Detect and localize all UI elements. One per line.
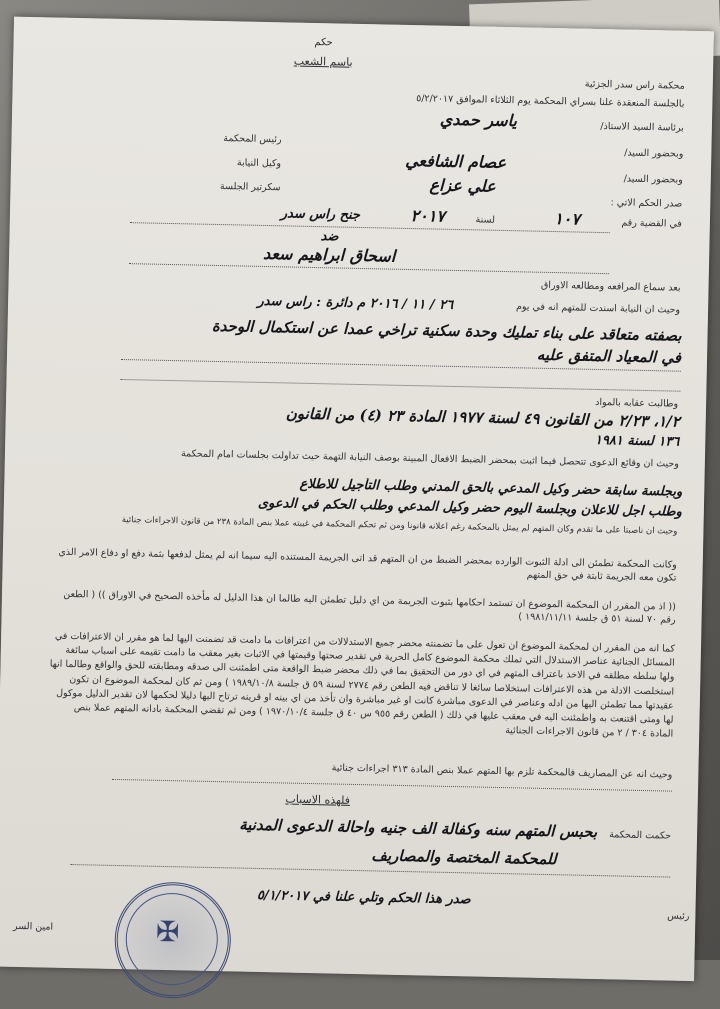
charge-date: ٢٦ / ١١ / ٢٠١٦ م دائرة : راس سدر: [257, 293, 454, 313]
prosecutor-role: وكيل النيابة: [236, 157, 282, 170]
heading-top: حكم: [314, 36, 333, 49]
case-year: ٢٠١٧: [410, 206, 446, 226]
court-name: محكمة راس سدر الجزئية: [584, 78, 685, 92]
charge-intro: وحيث ان النيابة اسندت للمتهم انه في يوم: [515, 301, 681, 316]
defendant-name: اسحاق ابراهيم سعد: [262, 243, 396, 266]
clerk-role: سكرتير الجلسة: [219, 181, 281, 194]
case-label: في القضية رقم: [621, 217, 682, 230]
prosecutor-label: وبحضور السيد/: [624, 147, 684, 160]
presiding-label: برئاسة السيد الاستاذ/: [600, 120, 685, 134]
reasons-heading: فلهذه الاسباب: [285, 792, 351, 807]
ruling-handwritten-line-1: بحبس المتهم سنه وكفالة الف جنيه واحالة الدعوى المدنية: [239, 815, 598, 842]
charge-text-line-2: في المعياد المتفق عليه: [536, 345, 682, 367]
verdict-issued: صدر الحكم الاتي :: [610, 197, 683, 210]
against-label: ضد: [320, 229, 339, 245]
case-type: جنح راس سدر: [280, 206, 361, 223]
presiding-name: ياسر حمدي: [439, 109, 518, 131]
costs-paragraph: وحيث انه عن المصاريف فالمحكمة تلزم بها المتهم عملا بنص المادة ٣١٣ اجراءات جنائية: [331, 762, 673, 781]
eagle-emblem-icon: ✠: [155, 914, 180, 949]
heading-in-the-name-of-people: باسم الشعب: [293, 54, 353, 69]
facts-handwritten-line-1: وبجلسة سابقة حضر وكيل المدعي بالحق المدني وطلب التأجيل للاطلاع: [299, 476, 683, 500]
clerk-name: علي عزاع: [429, 175, 496, 196]
official-stamp: [114, 881, 232, 999]
articles-line-1: ١/٢، ٢/٢٣ من القانون ٤٩ لسنة ١٩٧٧ المادة ٢٣ (٤) من القانون: [285, 404, 680, 431]
after-hearing: بعد سماع المرافعه ومطالعه الاوراق: [540, 279, 681, 294]
signature-handwritten: صدر هذا الحكم وتلي علنا في ٥/١/٢٠١٧: [256, 887, 471, 908]
prosecutor-name: عصام الشافعي: [405, 150, 507, 173]
court-judgment-page: [0, 17, 714, 981]
ruling-label: حكمت المحكمة: [609, 829, 672, 842]
confession-paragraph: كما انه من المقرر ان لمحكمة الموضوع ان تعول على ما تضمنته محضر جميع الاستدلالات من اعترافات ما دامت قد تضمنت اليها لما هو مقرر ان الاعترافات في المسائل الجنائية عناصر الاستدلال التي تملك محكمة الموضوع كامل الحرية في تقدير صحتها وقيمتها في الاثبات بغير معقب ما دامت تقيمه على اسباب سائغة ولها سلطه مطلقه في الاخذ باعتراف المتهم في اي دور من التحقيق بما في ذلك محضر ضبط الواقعة متى اطمئنت الى صدقه ومطابقته للحق والواقع وطالما انها استخلصت الادلة من هذه الاعترافات استخلاصا سائغا لا تناقض فيه الطعن رقم ٢٧٧٤ لسنة ٥٩ ق جلسة ١٩٨٩/١٠/٨ ) ومن ثم كان لمحكمة الموضوع ان تكون عقيدتها مما تطمئن اليها من ادله وعناصر في الدعوى مباشرة كانت او غير مباشرة وان تأخذ من اي بينه او قرينه ترتاح اليها دليلا لحكمها لان تقدير الدليل موكول لها ومتى اقتنعت به واطمئنت اليه في معقب عليها في ذلك ( الطعن رقم ٩٥٥ س ٤٠ ق جلسة ١٩٧٠/١٠/٤ ) ومن ثم تقضي المحكمة بادانه المتهم عملا بنص المادة ٣٠٤ / ٢ من قانون الاجراءات الجنائية: [49, 630, 676, 740]
articles-line-2: ١٣٦ لسنة ١٩٨١: [594, 432, 680, 450]
session-line: بالجلسة المنعقدة علنا بسراي المحكمة يوم الثلاثاء الموافق ٥/٢/٢٠١٧: [416, 93, 685, 110]
precedent-paragraph: (( اذ من المقرر ان المحكمة الموضوع ان تستمد احكامها بثبوت الجريمة من اي دليل تطمئن اليه طالما ان هذا الدليل له مأخذه الصحيح في الاوراق )) ( الطعن رقم ٧٠ لسنة ٥١ ق جلسة ١٩٨١/١١/١١ ): [63, 588, 676, 626]
clerk-label: وبحضور السيد/: [623, 173, 683, 186]
facts-handwritten-line-2: وطلب اجل للاعلان وبجلسة اليوم حضر وكيل المدعي وطلب الحكم في الدعوى: [257, 495, 683, 520]
case-number: ١٠٧: [553, 209, 581, 229]
dotted-rule: [70, 864, 670, 878]
penalty-label: وطالبت عقابه بالمواد: [595, 396, 679, 410]
presiding-role: رئيس المحكمة: [223, 133, 282, 146]
facts-paragraph: وحيث ان وقائع الدعوى تتحصل فيما اثبت بمحضر الضبط الافعال المبينة بوصف النيابة التهمة حيث تداولت بجلسات امام المحكمة: [180, 448, 679, 470]
charge-text-line-1: بصفته متعاقد على بناء تمليك وحدة سكنية تراخي عمدا عن استكمال الوحدة: [211, 316, 682, 345]
ruling-handwritten-line-2: للمحكمة المختصة والمصاريف: [371, 846, 557, 869]
absence-paragraph: وحيث ان ناصبتا على ما تقدم وكان المتهم لم يمثل بالمحكمة رغم اعلانه قانونا ومن ثم تحكم المحكمة في غيبته عملا بنص المادة ٢٣٨ من قانون الاجراءات جنائية: [121, 515, 678, 537]
chief-label: رئيس: [667, 910, 690, 923]
evidence-paragraph: وكانت المحكمة تطمئن الى ادلة الثبوت الوارده بمحضر الضبط من ان المتهم قد اتى الجريمة المستنده اليه سيما انه لم يمثل لدفعها بثمة دفع او دفاع الامر الذي تكون معه الجريمة ثابتة في حق المتهم: [58, 546, 677, 584]
dotted-rule: [120, 379, 680, 392]
clerk-signature-label: امين السر: [12, 920, 54, 933]
year-label: لسنة: [475, 214, 496, 226]
